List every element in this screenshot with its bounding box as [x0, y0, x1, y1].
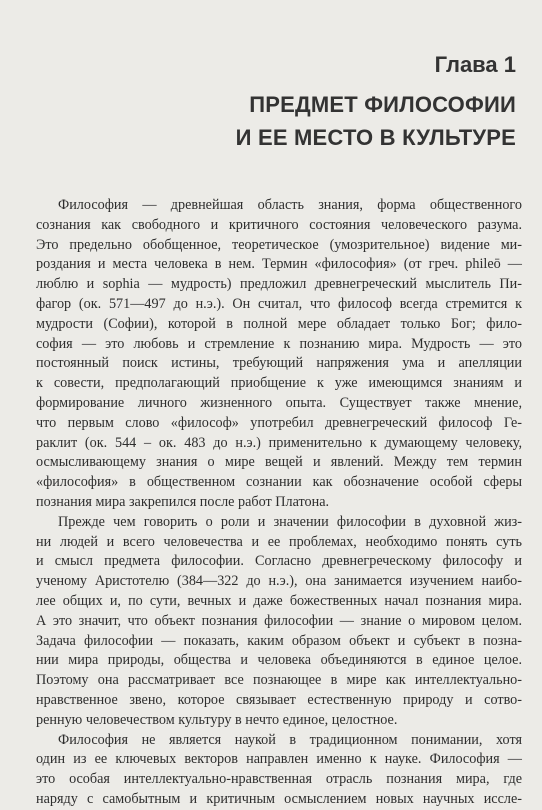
text-line: роздания и места человека в нем. Термин «философия» (от греч. phileō — [36, 256, 522, 273]
text-line: ученому Аристотелю (384—322 до н.э.), она занимается изучением наибо- [36, 573, 522, 590]
text-line: ни людей и всего человечества и ее проблемах, необходимо понять суть [36, 533, 522, 550]
text-line: Поэтому она рассматривает все познающее в мире как интеллектуально- [36, 672, 522, 689]
text-line: нравственное звено, которое связывает естественную природу и сотво- [36, 691, 522, 708]
text-line: мудрости (Софии), которой в полной мере обладает только Бог; фило- [36, 315, 522, 332]
text-line: люблю и sophia — мудрость) предложил древнегреческий мыслитель Пи- [36, 276, 522, 293]
text-line: к совести, предполагающий приобщение к уже имеющимся знаниям и [36, 375, 522, 392]
text-line: раклит (ок. 544 – ок. 483 до н.э.) применительно к думающему человеку, [36, 434, 522, 451]
text-line: сознания как свободного и критичного состояния человеческого разума. [36, 216, 522, 233]
text-line: и смысл предмета философии. Согласно древнегреческому философу и [36, 553, 522, 570]
text-line: Прежде чем говорить о роли и значении философии в духовной жиз- [58, 513, 522, 530]
text-line: постоянный поиск истины, требующий напряжения ума и апелляции [36, 355, 522, 372]
text-line: познания мира закрепился после работ Платона. [36, 493, 330, 510]
text-line: фагор (ок. 571—497 до н.э.). Он считал, что философ всегда стремится к [36, 295, 522, 312]
text-line: ренную человечеством культуру в нечто единое, целостное. [36, 711, 398, 728]
chapter-title [236, 88, 516, 154]
text-line: А это значит, что объект познания философии — знание о мировом целом. [36, 612, 522, 629]
text-line: Это предельно обобщенное, теоретическое (умозрительное) видение ми- [36, 236, 522, 253]
text-line: Философия не является наукой в традиционном понимании, хотя [58, 731, 522, 748]
text-line: один из ее ключевых векторов направлен именно к науке. Философия — [36, 751, 522, 768]
body-text [36, 196, 522, 810]
chapter-title-line: И ЕЕ МЕСТО В КУЛЬТУРЕ [235, 125, 516, 150]
chapter-label: Глава 1 [434, 52, 516, 77]
text-line: это особая интеллектуально-нравственная отрасль познания мира, где [36, 771, 522, 788]
text-line: Задача философии — показать, каким образом объект и субъект в позна- [36, 632, 522, 649]
text-line: формирование личного жизненного опыта. Существует также мнение, [36, 394, 522, 411]
text-line: Философия — древнейшая область знания, форма общественного [58, 197, 522, 213]
chapter-title-line: ПРЕДМЕТ ФИЛОСОФИИ [249, 92, 516, 117]
text-line: софия — это любовь и стремление к познанию мира. Мудрость — это [36, 335, 522, 352]
text-line: нии мира природы, общества и человека объединяются в единое целое. [36, 652, 522, 669]
text-line: лее общих и, по сути, вечных и даже божественных начал познания мира. [36, 592, 522, 609]
text-line: наряду с самобытным и критичным осмыслением новых научных иссле- [36, 790, 522, 807]
text-line: «философия» в общественном сознании как обозначение особой сферы [36, 474, 522, 491]
text-line: что первым слово «философ» употребил древнегреческий философ Ге- [36, 414, 522, 431]
text-line: осмысливающему знания о мире вещей и явлений. Между тем термин [36, 454, 522, 471]
